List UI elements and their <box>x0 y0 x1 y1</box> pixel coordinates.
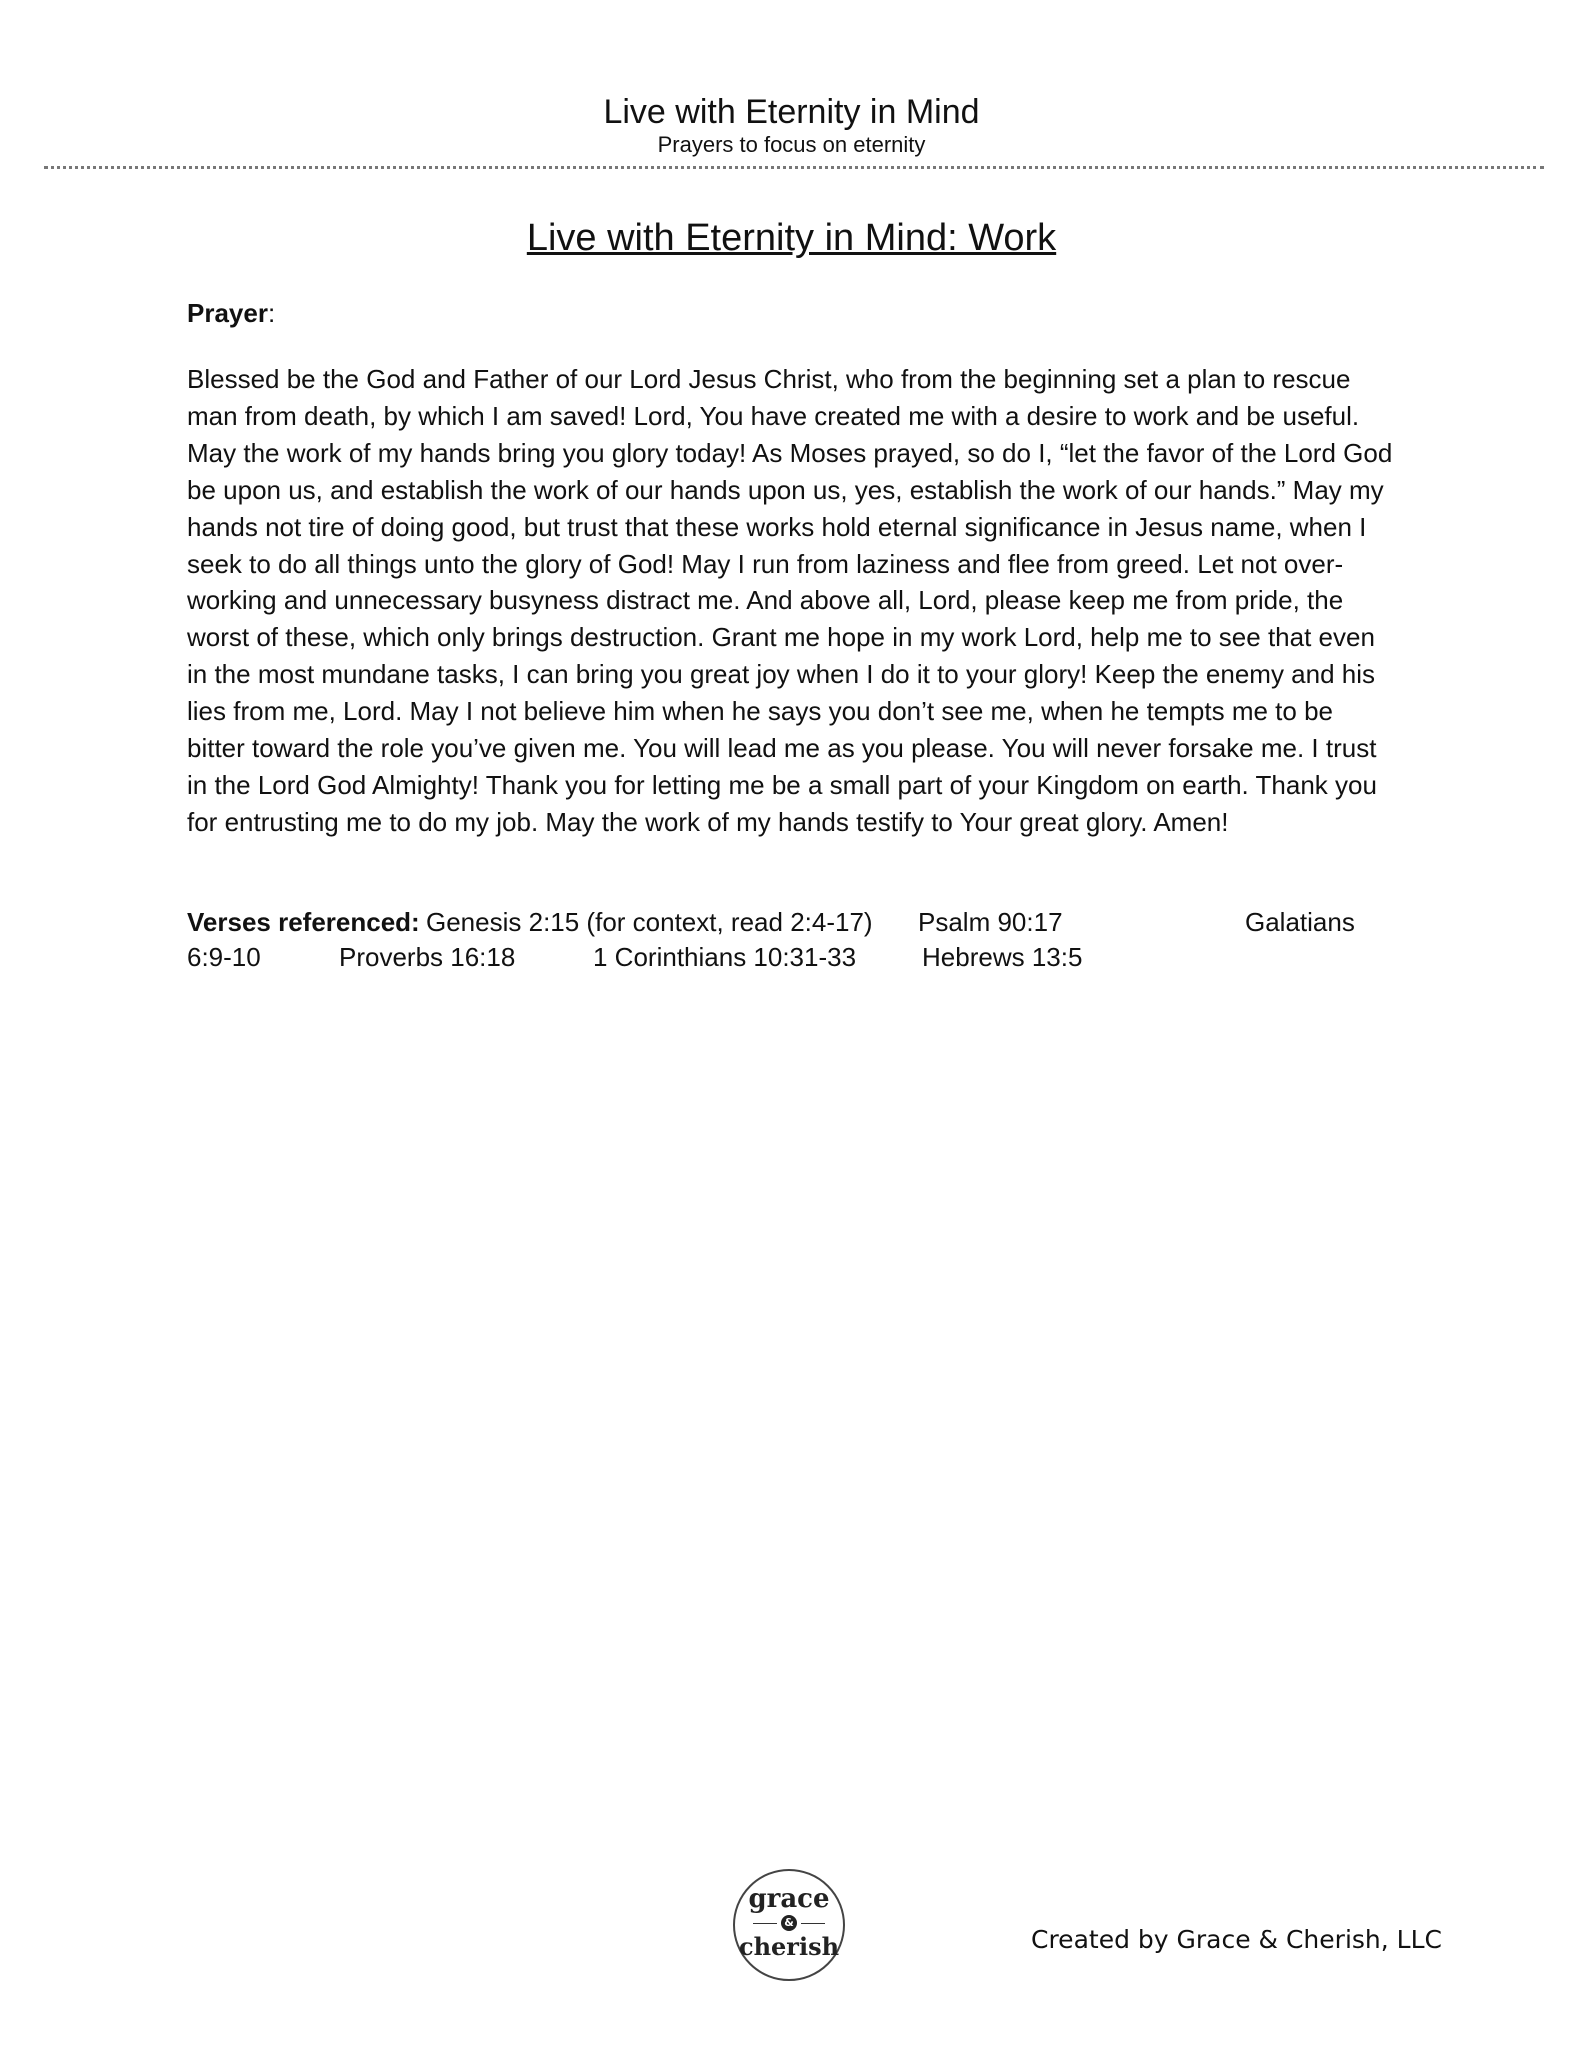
header-title: Live with Eternity in Mind <box>603 93 980 131</box>
document-header <box>0 92 1583 158</box>
verse-ref: 6:9-10 <box>187 942 261 972</box>
page-title: Live with Eternity in Mind: Work <box>526 217 1057 259</box>
prayer-label-colon: : <box>267 298 276 328</box>
prayer-text: Blessed be the God and Father of our Lord Jesus Christ, who from the beginning set a plan to rescue man from death, by which I am saved! Lord, You have created me with a desire to work and be useful. May the work of my hands bring you glory today! As Moses prayed, so do I, “let the favor of the Lord God be upon us, and establish the work of our hands upon us, yes, establish the work of our hands.” May my hands not tire of doing good, but trust that these works hold eternal significance in Jesus name, when I seek to do all things unto the glory of God! May I run from laziness and flee from greed. Let not over-working and unnecessary busyness distract me. And above all, Lord, please keep me from pride, the worst of these, which only brings destruction. Grant me hope in my work Lord, help me to see that even in the most mundane tasks, I can bring you great joy when I do it to your glory! Keep the enemy and his lies from me, Lord. May I not believe him when he says you don’t see me, when he tempts me to be bitter toward the role you’ve given me. You will lead me as you please. You will never forsake me. I trust in the Lord God Almighty! Thank you for letting me be a small part of your Kingdom on earth. Thank you for entrusting me to do my job. May the work of my hands testify to Your great glory. Amen! <box>187 364 1393 837</box>
verse-ref: Psalm 90:17 <box>918 907 1063 937</box>
footer-credit: Created by Grace & Cherish, LLC <box>1031 1925 1442 1954</box>
prayer-heading <box>187 296 1397 330</box>
prayer-label: Prayer <box>187 298 268 328</box>
logo-word-top: grace <box>748 1884 830 1914</box>
header-subtitle: Prayers to focus on eternity <box>657 132 926 157</box>
verse-ref: Genesis 2:15 (for context, read 2:4-17) <box>426 907 873 937</box>
logo-divider <box>753 1915 825 1931</box>
verse-ref: Hebrews 13:5 <box>922 942 1083 972</box>
grace-cherish-logo <box>733 1869 845 1981</box>
logo-word-bottom: cherish <box>738 1932 840 1961</box>
dotted-divider <box>44 166 1544 169</box>
ampersand-badge-icon: & <box>781 1915 797 1931</box>
verse-ref: Galatians <box>1245 907 1355 937</box>
verses-label: Verses referenced: <box>187 907 420 937</box>
verse-ref: Proverbs 16:18 <box>339 942 516 972</box>
verse-ref: 1 Corinthians 10:31-33 <box>593 942 857 972</box>
